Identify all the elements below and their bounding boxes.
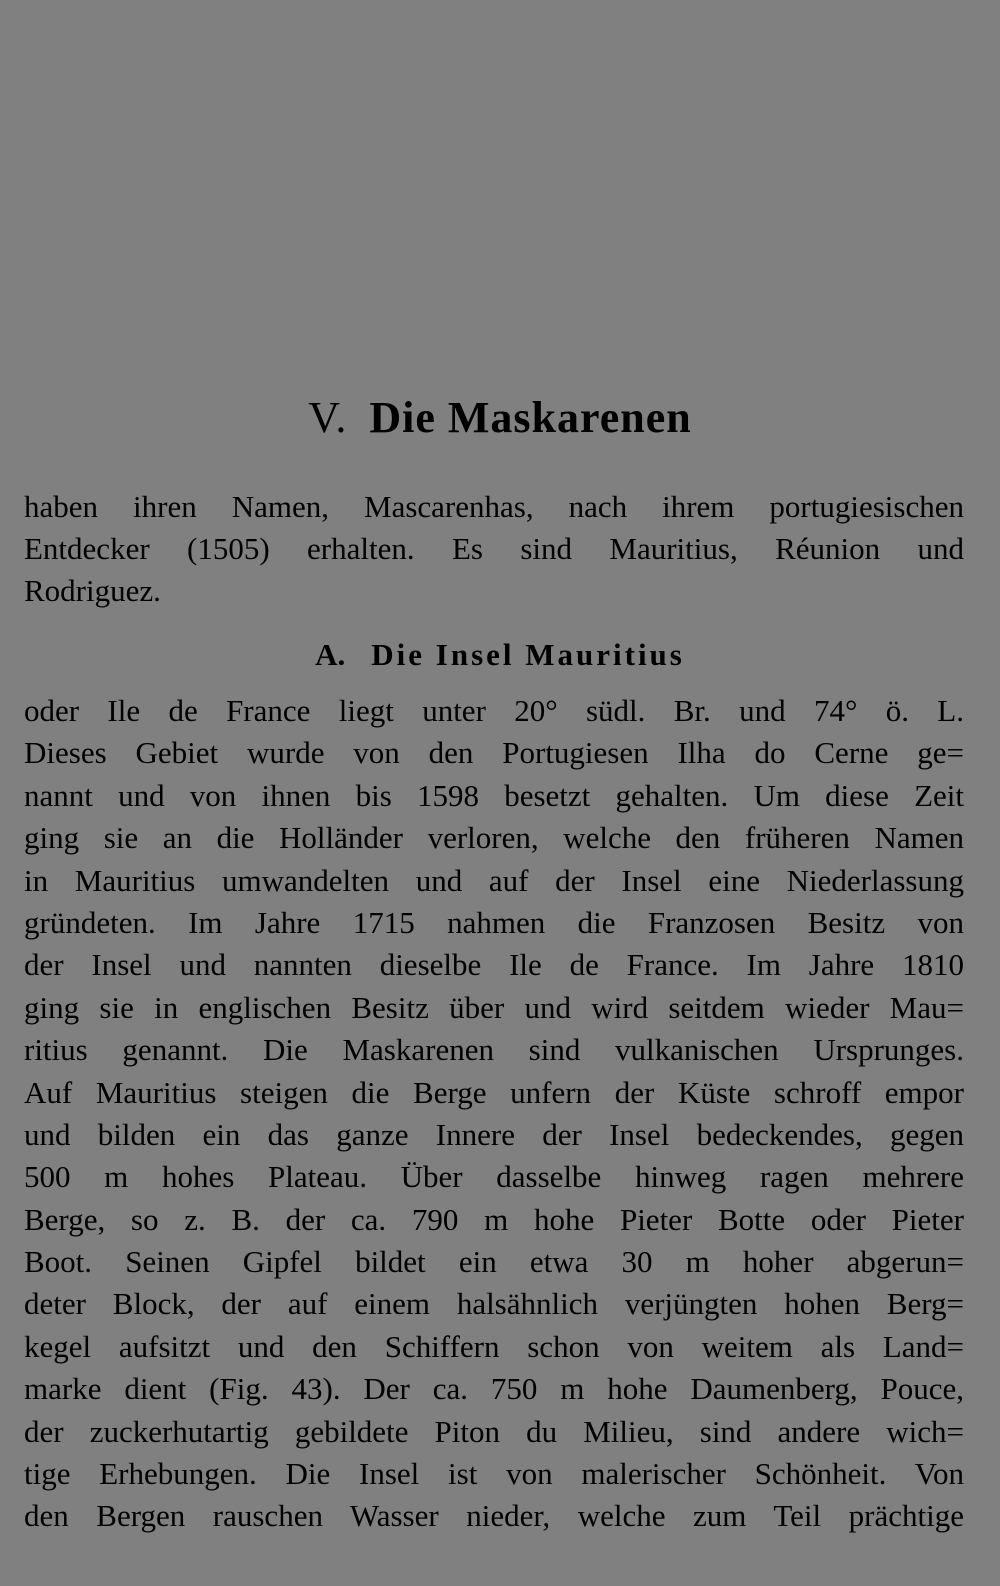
text-line: Dieses Gebiet wurde von den Portugiesen Ilha do Cerne ge= [24,735,964,771]
body-paragraph [24,690,964,1538]
text-line: ritius genannt. Die Maskarenen sind vulkanischen Ursprunges. [24,1032,964,1068]
text-line: der Insel und nannten dieselbe Ile de France. Im Jahre 1810 [24,947,964,983]
text-line: Berge, so z. B. der ca. 790 m hohe Pieter Botte oder Pieter [24,1201,964,1237]
text-line: haben ihren Namen, Mascarenhas, nach ihrem portugiesischen [24,489,964,524]
text-line: tige Erhebungen. Die Insel ist von malerischer Schönheit. Von [24,1456,964,1492]
text-line: in Mauritius umwandelten und auf der Insel eine Niederlassung [24,862,964,898]
text-line: Rodriguez. [24,573,161,608]
chapter-number: V. [308,393,348,442]
text-line: deter Block, der auf einem halsähnlich verjüngten hohen Berg= [24,1286,964,1322]
text-line: der zuckerhutartig gebildete Piton du Milieu, sind andere wich= [24,1413,964,1449]
text-line: oder Ile de France liegt unter 20° südl. Br. und 74° ö. L. [24,693,964,728]
text-line: ging sie an die Holländer verloren, welche den früheren Namen [24,820,964,856]
text-line: 500 m hohes Plateau. Über dasselbe hinweg ragen mehrere [24,1159,964,1195]
text-line: Entdecker (1505) erhalten. Es sind Mauritius, Réunion und [24,531,964,566]
text-line: und bilden ein das ganze Innere der Insel bedeckendes, gegen [24,1116,964,1152]
chapter-title-text: Die Maskarenen [369,393,692,442]
text-line: gründeten. Im Jahre 1715 nahmen die Franzosen Besitz von [24,904,964,940]
section-title: Die Insel Mauritius [371,637,685,672]
text-line: marke dient (Fig. 43). Der ca. 750 m hohe Daumenberg, Pouce, [24,1371,964,1407]
text-line: ging sie in englischen Besitz über und wird seitdem wieder Mau= [24,989,964,1025]
text-line: Auf Mauritius steigen die Berge unfern der Küste schroff empor [24,1074,964,1110]
text-line: nannt und von ihnen bis 1598 besetzt gehalten. Um diese Zeit [24,777,964,813]
section-heading [0,632,1000,678]
chapter-title [0,392,1000,443]
section-letter: A. [315,637,346,672]
intro-paragraph [24,486,964,612]
text-line: den Bergen rauschen Wasser nieder, welche zum Teil prächtige [24,1498,964,1534]
text-line: kegel aufsitzt und den Schiffern schon von weitem als Land= [24,1328,964,1364]
text-line: Boot. Seinen Gipfel bildet ein etwa 30 m hoher abgerun= [24,1244,964,1280]
